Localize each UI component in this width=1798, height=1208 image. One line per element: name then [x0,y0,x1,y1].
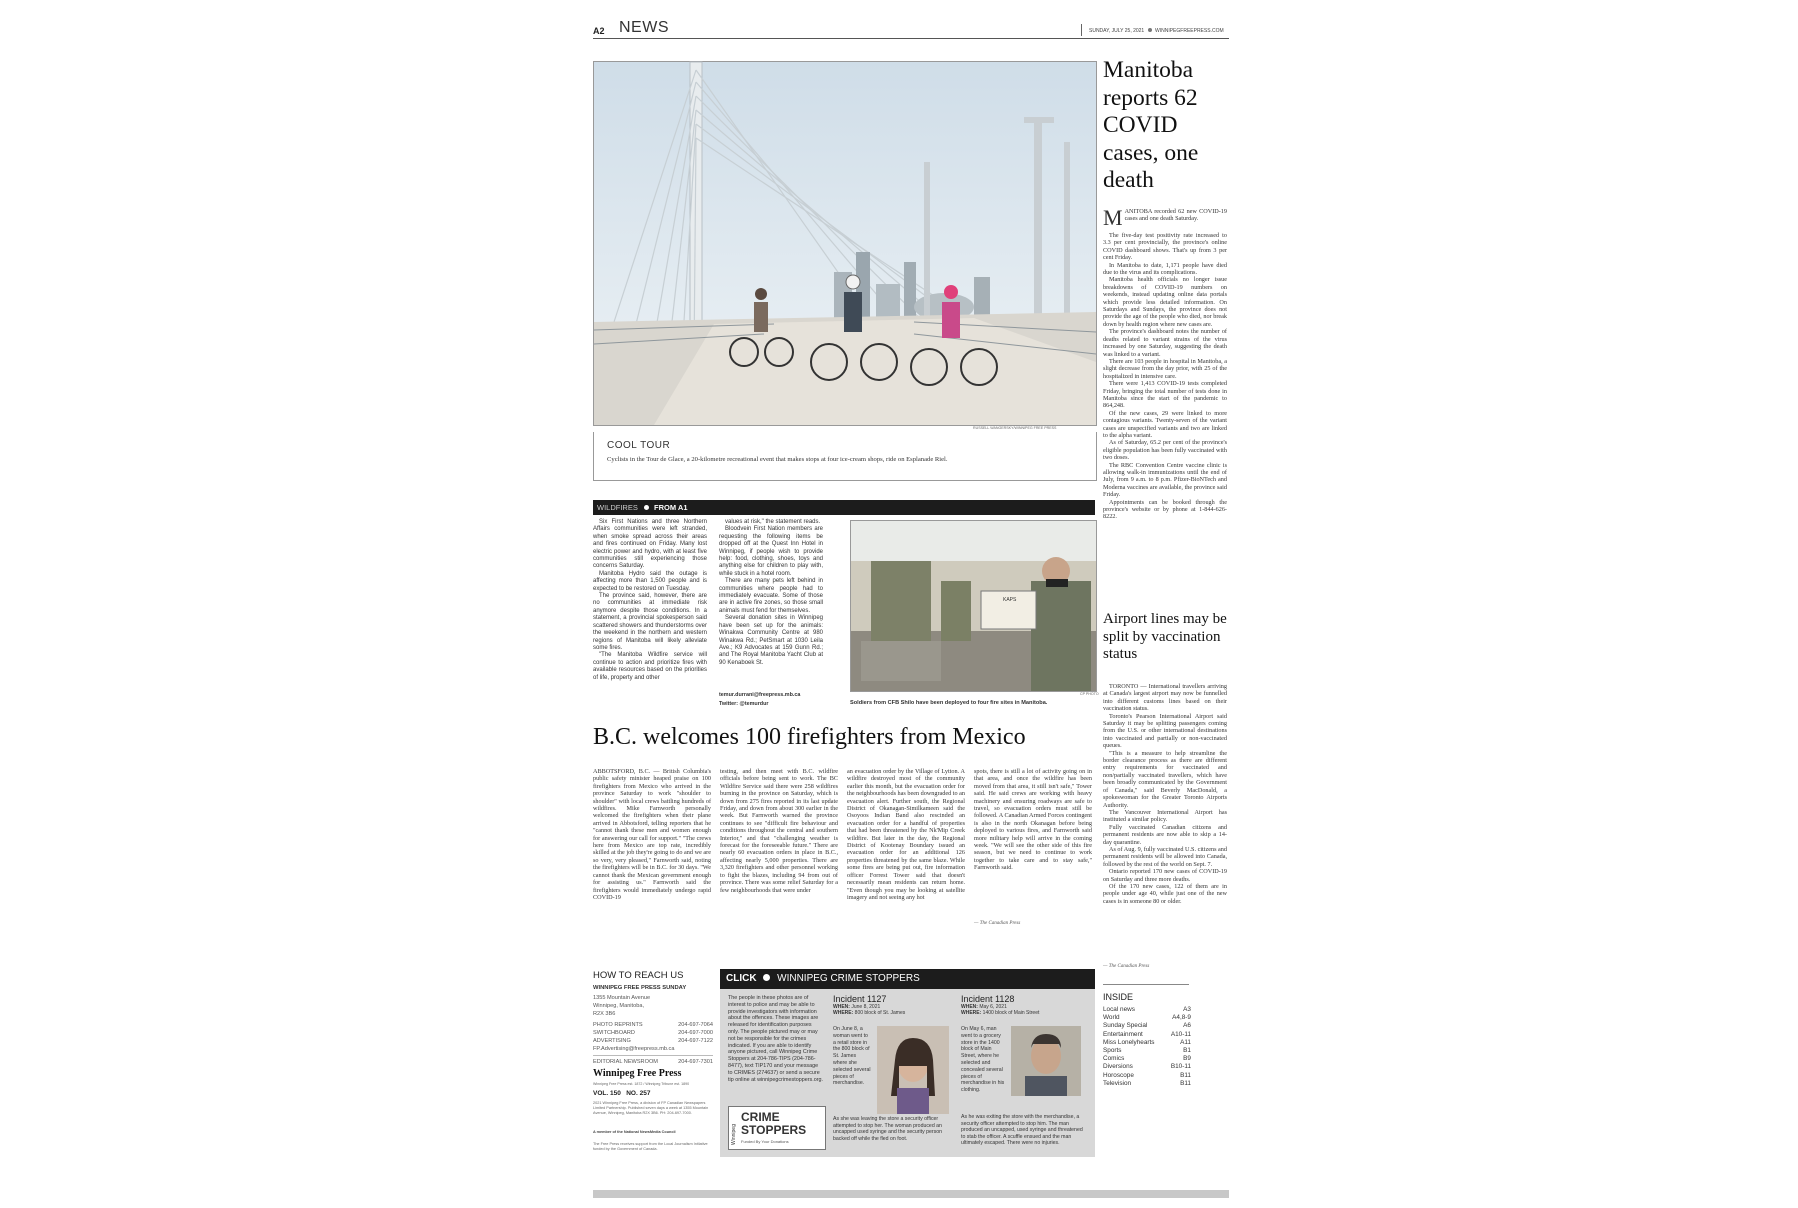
incident-1128: Incident 1128 WHEN: May 6, 2021 WHERE: 1400 block of Main Street On May 6, man went to a grocery store in the 1400 block of Main Street, where he selected and concealed several pieces of merchandise in his clothing. As he was exiting the store with the merchandise, a security officer attempted to stop him. The man produced an uncapped, used syringe and threatened to stab the officer. A scuffle ensued and the man ultimately escaped. There were no injuries. [961,994,1085,1154]
footnote: The Free Press receives support from the Local Journalism Initiative funded by the Government of Canada. [593,1142,708,1151]
airport-headline: Airport lines may be split by vaccination status [1103,611,1227,662]
fp-logo: Winnipeg Free Press [593,1068,682,1079]
contact-title: HOW TO REACH US [593,970,684,981]
header-divider [1081,24,1082,36]
member-note: A member of the National NewsMedia Council [593,1130,676,1134]
inside-item: Entertainment A10-11 [1103,1030,1191,1038]
bc-byline: — The Canadian Press [974,921,1021,926]
inside-list [1103,1006,1191,1088]
inside-item: Comics B9 [1103,1055,1191,1063]
newspaper-page [593,18,1229,1208]
header-rule [593,38,1229,39]
volume-number: VOL. 150 NO. 257 [593,1090,651,1097]
crime-stoppers-bar: CLICK WINNIPEG CRIME STOPPERS [720,969,1095,989]
contact-row: SWITCHBOARD 204-697-7000 [593,1030,713,1036]
soldiers-photo-illustration [851,521,1096,691]
lead-photo [593,61,1097,426]
inside-item: Sports B1 [1103,1047,1191,1055]
bc-col-4: spots, there is still a lot of activity going on in that area, and once the wildfire has been moved from that area, it still isn't safe," Tower said. He said crews are working with heavy machinery and ensuring roadways are safe to travel, so evacuation orders must still be followed. A Canadian Armed Forces contingent is also in the north Okanagan before being deployed to various fires, and Farnworth said more military help will arrive in the coming week. "We will see the other side of this fire season, but we need to continue to work together to take care and to stay safe," Farnworth said. [974,768,1092,872]
wildfires-col-2: values at risk," the statement reads. Bloodvein First Nation members are requesting the following items be dropped off at the Quest Inn Hotel in Winnipeg, if people wish to provide help: food, clothing, shoes, toys and anything else for children to play with, while stuck in a hotel room. There are many pets left behind in communities where people had to immediately evacuate. Some of those are in active fire zones, so those small animals must fend for themselves. Several donation sites in Winnipeg have been set up for the animals: Winakwa Community Centre at 980 Winakwa Rd.; PetSmart at 1030 Leila Ave.; K9 Advocates at 159 Gunn Rd.; and The Royal Manitoba Yacht Club at 90 Kenaboek St. [719,519,823,666]
inside-item: Diversions B10-11 [1103,1063,1191,1071]
bc-col-1: ABBOTSFORD, B.C. — British Columbia's public safety minister heaped praise on 100 firefighters from Mexico who arrived in the province Saturday to work "shoulder to shoulder" with local crews battling hundreds of wildfires. Mike Farnworth personally welcomed the firefighters when their plane arrived in Abbotsford, telling reporters that he "cannot thank these men and women enough for answering our call for support." "The crews here from Mexico are top rate, incredibly skilled at the job they're going to do and we are so very, very pleased," Farnworth said, noting the firefighters will be in B.C. for 30 days. "We cannot thank the Mexican government enough for assisting us." Farnworth said the firefighters would immediately undergo rapid COVID-19 [593,768,711,901]
incident-body: As he was exiting the store with the merchandise, a security officer attempted to stop him. The man produced an uncapped, used syringe and threatened to stab the officer. A scuffle ensued and the man ultimately escaped. There were no injuries. [961,1114,1083,1147]
suspect-photo-illustration [1011,1026,1081,1096]
inside-item: Local news A3 [1103,1006,1191,1013]
manitoba-headline: Manitoba reports 62 COVID cases, one death [1103,57,1199,193]
contact-row: EDITORIAL NEWSROOM 204-697-7301 [593,1055,713,1066]
manitoba-paragraphs: The five-day test positivity rate increased to 3.3 per cent provincially, the province's online COVID dashboard shows. That's up from 3 per cent Friday. In Manitoba to date, 1,171 people have died due to the virus and its complications. Manitoba health officials no longer issue breakdowns of COVID-19 numbers on weekends, instead updating online data portals which provide less detailed information. On Saturdays and Sundays, the province does not provide the age of the people who died, nor break down by health region where new cases are. The province's dashboard notes the number of deaths related to variant strains of the virus increased by one Saturday, suggesting the death was linked to a variant. There are 103 people in hospital in Manitoba, a slight decrease from the day prior, with 25 of the hospitalized in intensive care. There were 1,413 COVID-19 tests completed Friday, bringing the total number of tests done in Manitoba since the start of the pandemic to 864,248. Of the new cases, 29 were linked to more contagious variants. Twenty-seven of the variant cases are unspecified variants and two are linked to the alpha variant. As of Saturday, 65.2 per cent of the province's eligible population has been fully vaccinated with two doses. The RBC Convention Centre vaccine clinic is allowing walk-in immunizations until the end of July, from 9 a.m. to 8 p.m. Pfizer-BioNTech and Moderna vaccines are available, the province said Friday. Appointments can be booked through the province's website or by phone at 1-844-626-8222. [1103,232,1227,521]
section-title: NEWS [619,19,669,36]
crime-stoppers-logo-tag: Funded By Your Donations [741,1139,789,1144]
soldiers-photo-credit: CP PHOTO [1080,692,1099,696]
crime-stoppers-logo-top: Winnipeg [731,1124,737,1145]
lead-caption-text: Cyclists in the Tour de Glace, a 20-kilometre recreational event that makes stops at four ice-cream shops, ride on Esplanade Riel. [607,456,948,463]
airport-story-body: TORONTO — International travellers arriving at Canada's largest airport may now be funnelled into different customs lines based on their vaccination status. Toronto's Pearson International Airport said Saturday it may be splitting passengers coming from the U.S. or other international destinations into vaccinated and partially or non-vaccinated queues. "This is a measure to help streamline the border clearance process as there are different entry requirements for vaccinated and non/partially vaccinated travellers, which have been broadly communicated by the Government of Canada," said Beverly MacDonald, a spokeswoman for the Greater Toronto Airports Authority. The Vancouver International Airport has instituted a similar policy. Fully vaccinated Canadian citizens and permanent residents are now able to skip a 14-day quarantine. As of Aug. 9, fully vaccinated U.S. citizens and permanent residents will be allowed into Canada, followed by the rest of the world on Sept. 7. Ontario reported 170 new cases of COVID-19 on Saturday and three more deaths. Of the 170 new cases, 122 of them are in people under age 40, while just one of the new cases is in someone 80 or older. [1103,683,1227,905]
inside-item: World A4,8-9 [1103,1014,1191,1022]
contact-row: PHOTO REPRINTS 204-697-7064 [593,1022,713,1028]
contact-org: WINNIPEG FREE PRESS SUNDAY [593,985,687,991]
copyright: 2021 Winnipeg Free Press, a division of FP Canadian Newspapers Limited Partnership. Published seven days a week at 1355 Mountain Avenue, Winnipeg, Manitoba R2X 3B6. PH: 204-697-7000. [593,1101,709,1115]
dateline: SUNDAY, JULY 25, 2021 WINNIPEGFREEPRESS.COM [1089,28,1224,34]
airport-byline: — The Canadian Press [1103,964,1150,969]
incident-1127: Incident 1127 WHEN: June 8, 2021 WHERE: 800 block of St. James On June 8, a woman went to a retail store in the 800 block of St. James where she selected several pieces of merchandise. As she was leaving the store a security officer attempted to stop her. The woman produced an uncapped used syringe and the security person backed off while the fled on foot. [833,994,953,1154]
bullet-icon [1148,28,1152,32]
wildfires-col-1: Six First Nations and three Northern Affairs communities were left stranded, when smoke spread across their areas and fires continued on Friday. Many lost electric power and hydro, with at least five communities still experiencing those concerns Saturday. Manitoba Hydro said the outage is affecting more than 1,500 people and is expected to be restored on Tuesday. The province said, however, there are no communities at immediate risk anymore despite those conditions. In a statement, a provincial spokesperson said scattered showers and thunderstorms over the weekend in the northern and western regions of Manitoba will likely alleviate some fires. "The Manitoba Wildfire service will continue to action and prioritize fires with available resources based on the priorities of life, property and other [593,519,707,681]
inside-item: Miss Lonelyhearts A11 [1103,1038,1191,1046]
crime-stoppers-logo-main: CRIME STOPPERS [741,1110,807,1137]
incident-title: Incident 1127 [833,994,887,1004]
suspect-photo [877,1026,949,1114]
bullet-icon [763,974,770,981]
inside-title: INSIDE [1103,992,1134,1002]
cyclists-bridge-photo [594,62,1096,425]
bc-col-3: an evacuation order by the Village of Lytton. A wildfire destroyed most of the community earlier this month, but the evacuation order for the neighbourhoods has been downgraded to an evacuation alert. Further south, the Regional District of Okanagan-Similkameen said the Osoyoos Indian Band also rescinded an evacuation order for a handful of properties that had been threatened by the Nk'Mip Creek wildfire. But later in the day, the Regional District of Kootenay Boundary issued an evacuation order for an additional 126 properties threatened by the same blaze. While some fires are being put out, fire information officer Forrest Tower said that doesn't necessarily mean residents can return home. "Even though you may be looking at satellite imagery and not seeing any hot [847,768,965,901]
reporter-twitter: Twitter: @temurdur [719,701,769,707]
contact-row: ADVERTISING 204-697-7122 [593,1038,713,1044]
footer-bar [593,1190,1229,1198]
contact-table [593,1021,713,1066]
soldiers-photo-caption: Soldiers from CFB Shilo have been deployed to four fire sites in Manitoba. [850,700,1048,706]
suspect-photo-illustration [877,1026,949,1114]
incident-side-text: On June 8, a woman went to a retail store in the 800 block of St. James where she selected several pieces of merchandise. [833,1026,871,1087]
inside-item: Television B11 [1103,1079,1191,1087]
suspect-photo [1011,1026,1081,1096]
manitoba-story-body: M ANITOBA recorded 62 new COVID-19 cases and one death Saturday. The five-day test positivity rate increased to 3.3 per cent provincially, the province's online COVID dashboard shows. That's up from 3 per cent Friday. In Manitoba to date, 1,171 people have died due to the virus and its complications. Manitoba health officials no longer issue breakdowns of COVID-19 numbers on weekends, instead updating online data portals which provide less detailed information. On Saturdays and Sundays, the province does not provide the age of the people who died, nor break down by health region where new cases are. The province's dashboard notes the number of deaths related to variant strains of the virus increased by one Saturday, suggesting the death was linked to a variant. There are 103 people in hospital in Manitoba, a slight decrease from the day prior, with 25 of the hospitalized in intensive care. There were 1,413 COVID-19 tests completed Friday, bringing the total number of tests done in Manitoba since the start of the pandemic to 864,248. Of the new cases, 29 were linked to more contagious variants. Twenty-seven of the variant cases are unspecified variants and two are linked to the alpha variant. As of Saturday, 65.2 per cent of the province's eligible population has been fully vaccinated with two doses. The RBC Convention Centre vaccine clinic is allowing walk-in immunizations until the end of July, from 9 a.m. to 8 p.m. Pfizer-BioNTech and Moderna vaccines are available, the province said Friday. Appointments can be booked through the province's website or by phone at 1-844-626-8222. [1103,208,1227,627]
incident-title: Incident 1128 [961,994,1015,1004]
wildfires-bar: WILDFIRES FROM A1 [593,500,1095,515]
box-label: KAPS [1003,597,1017,603]
lead-photo-credit: RUSSELL WANGERSKY/WINNIPEG FREE PRESS [973,426,1057,430]
bc-col-2: testing, and then meet with B.C. wildfire officials before being sent to work. The BC Wildfire Service said there were 258 wildfires burning in the province on Saturday, which is down from 275 fires reported in its last update Friday, and down from about 300 earlier in the week. But Farnworth warned the province continues to see "difficult fire behaviour and conditions throughout the central and southern Interior," and that "challenging weather is forecast for the foreseeable future." There are nearly 60 evacuation orders in place in B.C., affecting nearly 5,000 properties. There are 3,320 firefighters and other personnel working to fight the blazes, including 94 from out of province. There was some relief Saturday for a few neighbourhoods that were under [720,768,838,894]
reporter-email: temur.durrani@freepress.mb.ca [719,692,801,698]
lead-caption-title: COOL TOUR [607,440,671,451]
bc-headline: B.C. welcomes 100 firefighters from Mexico [593,724,1026,750]
drop-cap: M [1103,205,1123,230]
inside-item: Sunday Special A6 [1103,1022,1191,1030]
soldiers-photo [850,520,1097,692]
incident-side-text: On May 6, man went to a grocery store in the 1400 block of Main Street, where he selected and concealed several pieces of merchandise in his clothing. [961,1026,1005,1094]
crime-stoppers-logo [728,1106,826,1150]
crime-stoppers-intro: The people in these photos are of interest to police and may be able to provide investigators with information about the offences. These images are released for identification purposes only. The people pictured may or may not be responsible for the crimes indicated. If you are able to identify anyone pictured, call Winnipeg Crime Stoppers at 204-786-TIPS (204-786-8477), text TIP170 and your message to CRIMES (274637) or send a secure tip online at winnipegcrimestoppers.org. [728,995,823,1083]
bullet-icon [644,505,649,510]
inside-item: Horoscope B11 [1103,1071,1191,1079]
contact-row[interactable]: FP.Advertising@freepress.mb.ca [593,1046,675,1052]
contact-address: 1355 Mountain Avenue Winnipeg, Manitoba, R2X 3B6 [593,995,651,1017]
fp-logo-sub: Winnipeg Free Press est. 1872 / Winnipeg Tribune est. 1890 [593,1082,690,1086]
incident-body: As she was leaving the store a security officer attempted to stop her. The woman produced an uncapped used syringe and the security person backed off while the fled on foot. [833,1116,943,1142]
page-number: A2 [593,26,605,36]
inside-rule [1103,984,1189,985]
